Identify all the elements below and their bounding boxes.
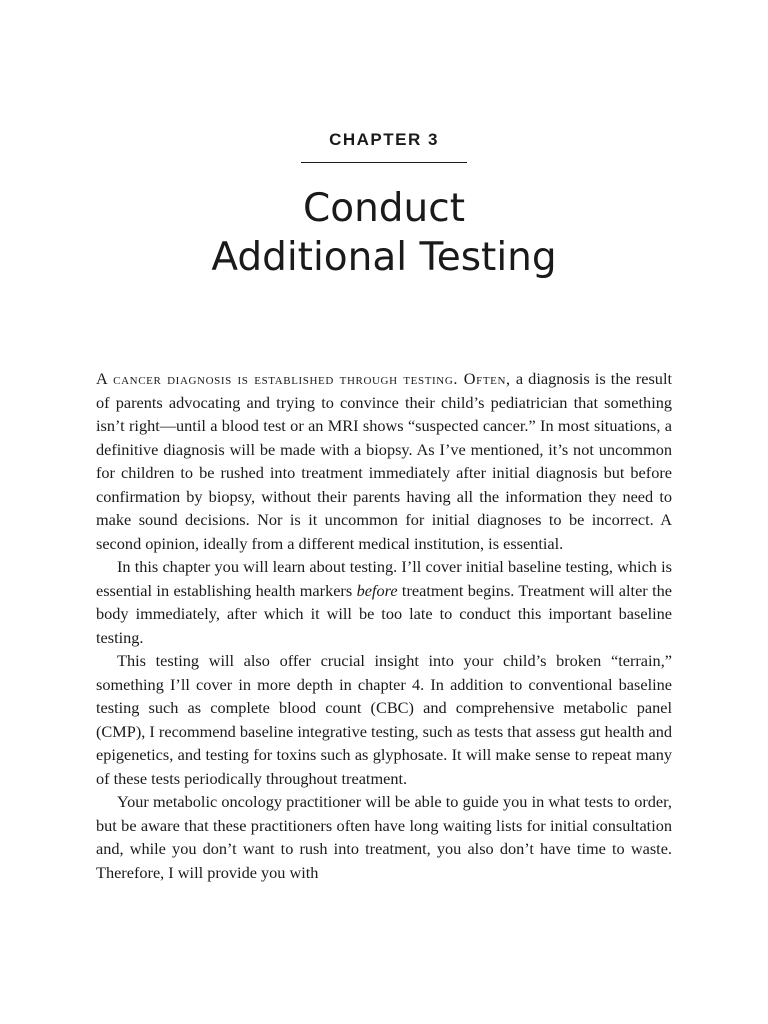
chapter-title bbox=[0, 184, 768, 282]
paragraph-2 bbox=[96, 555, 672, 649]
chapter-title-line-2: Additional Testing bbox=[211, 235, 557, 280]
paragraph-3: This testing will also offer crucial insight into your child’s broken “terrain,” something I’ll cover in more depth in chapter 4. In addition to conventional baseline testing such as complete blood count (CBC) and comprehensive metabolic panel (CMP), I recommend baseline integrative testing, such as tests that assess gut health and epigenetics, and testing for toxins such as glyphosate. It will make sense to repeat many of these tests periodically throughout treatment. bbox=[96, 651, 672, 788]
paragraph-2-emphasis: before bbox=[356, 580, 398, 600]
chapter-body bbox=[96, 367, 672, 884]
paragraph-1-text: a diagnosis is the result of parents advocating and trying to convince their child’s pediatrician that something isn’t right—until a blood test or an MRI shows “suspected cancer.” In most situations, a definitive diagnosis will be made with a biopsy. As I’ve mentioned, it’s not uncommon for children to be rushed into treatment immediately after initial diagnosis but before confirmation by biopsy, without their parents having all the information they need to make sound decisions. Nor is it uncommon for initial diagnoses to be incorrect. A second opinion, ideally from a different medical institution, is essential. bbox=[96, 369, 672, 553]
paragraph-2-text-b: treatment begins. Treatment will alter the body immediately, after which it will be too late to conduct this important baseline testing. bbox=[96, 580, 672, 647]
paragraph-1 bbox=[96, 367, 672, 555]
chapter-divider bbox=[301, 162, 467, 163]
chapter-title-line-1: Conduct bbox=[302, 186, 466, 231]
paragraph-1-lead: A cancer diagnosis is established through testing. Often, bbox=[96, 369, 511, 388]
paragraph-4: Your metabolic oncology practitioner will be able to guide you in what tests to order, but be aware that these practitioners often have long waiting lists for initial consultation and, while you don’t want to rush into treatment, you also don’t have time to waste. Therefore, I will provide you with bbox=[96, 792, 672, 882]
chapter-label: CHAPTER 3 bbox=[329, 130, 439, 149]
paragraph-2-text-a: In this chapter you will learn about testing. I’ll cover initial baseline testing, which is essential in establishing health markers bbox=[96, 557, 672, 600]
